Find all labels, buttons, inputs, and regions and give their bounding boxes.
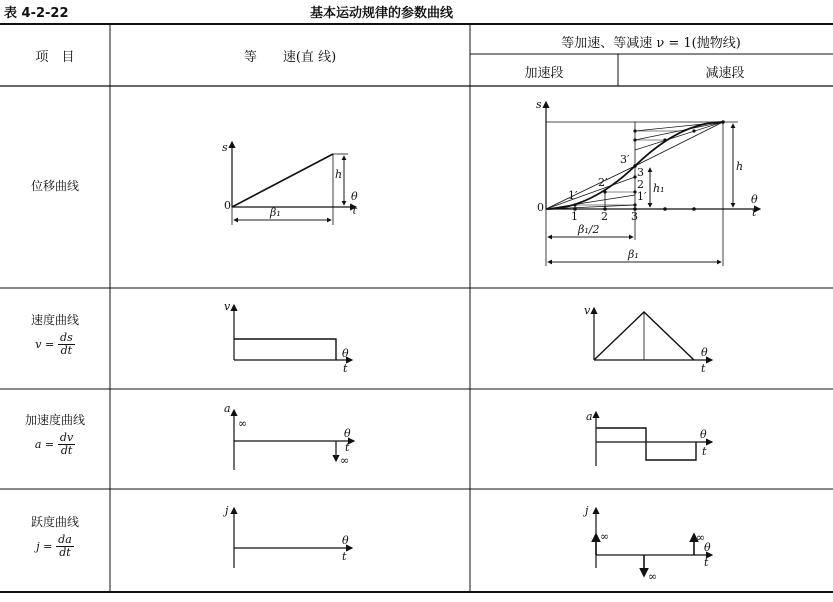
u-a-inf-bottom: ∞ <box>340 454 350 467</box>
p-pt1p-right: 1′ <box>637 190 647 203</box>
p-beta1-label: β₁ <box>628 248 639 261</box>
u-v-t: t <box>343 362 348 375</box>
row-label-velocity: 速度曲线 v = $\frac{ds}{dt}$ <box>30 313 79 357</box>
u-j-t: t <box>342 550 347 563</box>
table-number: 表 4-2-22 <box>4 6 69 21</box>
uniform-jerk-diagram <box>234 508 352 568</box>
p-h1-label: h₁ <box>653 182 665 195</box>
uniform-velocity-diagram <box>234 305 352 360</box>
header-decel-segment: 减速段 <box>705 66 745 81</box>
p-h-label: h <box>736 160 744 173</box>
tau-label: τ <box>351 204 358 217</box>
beta1-label: β₁ <box>270 206 281 219</box>
uniform-acceleration-diagram <box>234 410 354 470</box>
u-a-theta: θ <box>344 427 351 440</box>
u-v-theta: θ <box>342 347 349 360</box>
u-j-theta: θ <box>342 534 349 547</box>
uniform-displacement-diagram <box>232 142 356 225</box>
parabolic-points <box>573 120 725 211</box>
p-v-t: t <box>701 362 706 375</box>
p-a-theta: θ <box>700 428 707 441</box>
parabolic-acceleration-diagram <box>596 412 712 466</box>
parabolic-jerk-diagram <box>596 508 712 576</box>
p-pt1: 1 <box>571 210 578 223</box>
theta-label: θ <box>351 190 358 203</box>
p-v-axis-label: v <box>584 304 591 317</box>
row-label-jerk: 跃度曲线 j = $\frac{da}{dt}$ <box>30 515 79 559</box>
h-label: h <box>335 168 343 181</box>
p-v-theta: θ <box>701 346 708 359</box>
p-a-axis-label: a <box>586 410 593 423</box>
p-j-inf-bottom: ∞ <box>648 570 658 583</box>
p-s-axis-label: s <box>536 98 542 111</box>
p-origin-label: 0 <box>537 201 544 214</box>
header-uniform: 等 速(直 线) <box>243 50 337 65</box>
u-a-axis-label: a <box>224 402 231 415</box>
header-parabolic: 等加速、等减速 ν = 1(抛物线) <box>561 36 741 51</box>
p-pt3-right: 3 <box>637 166 644 179</box>
table-title: 基本运动规律的参数曲线 <box>310 6 454 21</box>
header-item: 项 目 <box>35 50 75 65</box>
p-pt2-right: 2 <box>637 178 644 191</box>
p-j-inf-left: ∞ <box>600 530 610 543</box>
p-pt3p: 3′ <box>620 153 630 166</box>
p-pt1p: 1′ <box>568 189 578 202</box>
header-accel-segment: 加速段 <box>524 66 564 81</box>
u-j-axis-label: j <box>225 504 229 517</box>
row-label-displacement: 位移曲线 <box>30 179 79 193</box>
p-beta1-half-label: β₁/2 <box>578 223 600 236</box>
p-j-axis-label: j <box>585 504 589 517</box>
origin-label: 0 <box>224 199 231 212</box>
p-j-inf-right: ∞ <box>696 531 706 544</box>
p-theta-label: θ <box>751 193 758 206</box>
p-pt3: 3 <box>631 210 638 223</box>
p-a-t: t <box>702 445 707 458</box>
s-axis-label: s <box>222 141 228 154</box>
p-j-theta: θ <box>704 541 711 554</box>
p-j-t: t <box>704 556 709 569</box>
p-pt2: 2 <box>601 210 608 223</box>
p-pt2p: 2′ <box>598 176 608 189</box>
u-v-axis-label: v <box>224 300 231 313</box>
u-a-inf-top: ∞ <box>238 417 248 430</box>
row-label-acceleration: 加速度曲线 a = $\frac{dv}{dt}$ <box>24 413 85 457</box>
p-t-label: t <box>752 206 757 219</box>
u-a-t: t <box>345 441 350 454</box>
parabolic-velocity-diagram <box>594 308 712 360</box>
